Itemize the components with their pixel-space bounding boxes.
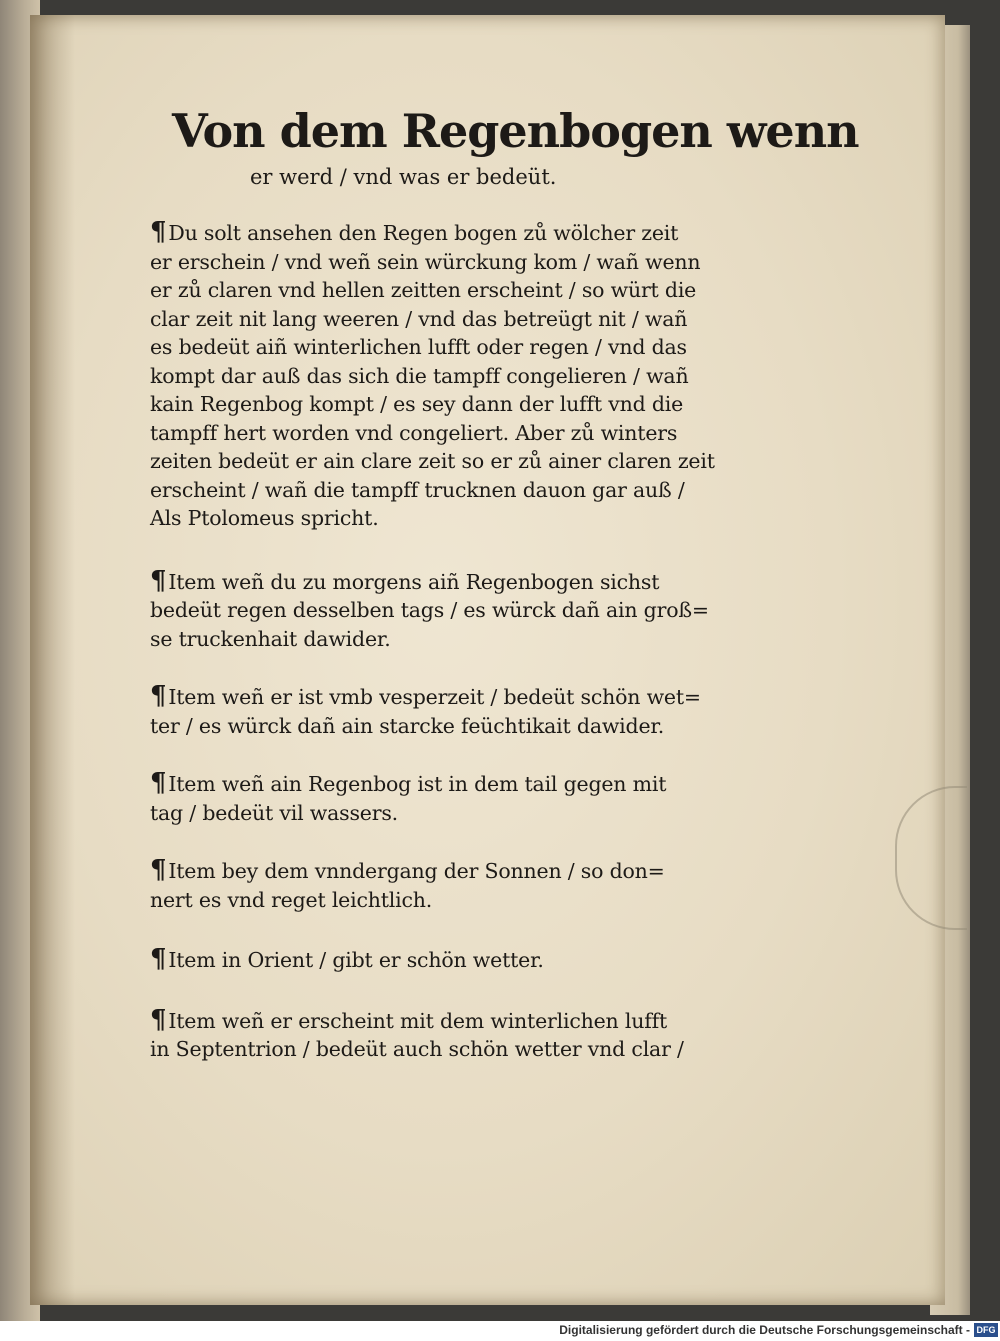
- line-text: zeiten bedeüt er ain clare zeit so er zů ainer claren zeit: [150, 449, 715, 473]
- line-text: clar zeit nit lang weeren / vnd das betreügt nit / wañ: [150, 306, 688, 331]
- line-text: bedeüt regen desselben tags / es würck dañ ain groß=: [150, 598, 709, 622]
- line-text: kompt dar auß das sich die tampff congelieren / wañ: [150, 363, 689, 388]
- line-text: nert es vnd reget leichtlich.: [150, 887, 433, 912]
- paragraph: [150, 218, 790, 533]
- line-text: kain Regenbog kompt / es sey dann der lufft vnd die: [150, 392, 684, 416]
- paragraph-mark: ¶: [150, 681, 167, 711]
- text-line: [150, 769, 790, 799]
- text-line: [150, 567, 790, 597]
- text-line: [150, 625, 790, 654]
- line-text: tag / bedeüt vil wassers.: [150, 800, 398, 825]
- page-text: [150, 100, 859, 1064]
- text-line: [150, 390, 790, 419]
- text-line: [150, 362, 790, 391]
- paragraph-mark: ¶: [150, 944, 167, 974]
- gutter-shadow: [30, 15, 75, 1305]
- line-text: se truckenhait dawider.: [150, 626, 391, 651]
- funding-credit: Digitalisierung gefördert durch die Deutsche Forschungsgemeinschaft -: [559, 1323, 970, 1337]
- text-line: [150, 447, 790, 476]
- paragraph: [150, 682, 790, 740]
- text-line: [150, 218, 790, 248]
- line-text: Item weñ er erscheint mit dem winterlichen lufft: [168, 1008, 668, 1033]
- paragraph: [150, 567, 790, 654]
- line-text: Item bey dem vnndergang der Sonnen / so don=: [168, 859, 665, 883]
- line-text: Als Ptolomeus spricht.: [150, 506, 379, 530]
- text-line: [150, 333, 790, 362]
- text-line: [150, 945, 790, 975]
- line-text: in Septentrion / bedeüt auch schön wetter vnd clar /: [150, 1037, 684, 1061]
- paragraph-mark: ¶: [150, 565, 167, 596]
- line-text: Item weñ er ist vmb vesperzeit / bedeüt schön wet=: [168, 685, 701, 709]
- paragraph: [150, 945, 790, 975]
- text-line: [150, 682, 790, 712]
- text-line: [150, 305, 790, 334]
- text-line: [150, 856, 790, 886]
- line-text: er erschein / vnd weñ sein würckung kom / wañ wenn: [150, 249, 701, 274]
- dfg-logo: DFG: [974, 1323, 998, 1337]
- text-line: [150, 1006, 790, 1036]
- text-line: [150, 248, 790, 277]
- text-line: [150, 276, 790, 305]
- line-text: Du solt ansehen den Regen bogen zů wölcher zeit: [168, 221, 679, 245]
- text-line: [150, 504, 790, 533]
- paragraph-list: [150, 218, 790, 1064]
- footer-bar: [0, 1321, 1000, 1341]
- text-line: [150, 596, 790, 625]
- line-text: erscheint / wañ die tampff trucknen dauon gar auß /: [150, 477, 685, 502]
- text-line: [150, 886, 790, 915]
- line-text: es bedeüt aiñ winterlichen lufft oder regen / vnd das: [150, 335, 687, 359]
- text-line: [150, 799, 790, 828]
- paragraph-mark: ¶: [150, 217, 167, 247]
- text-line: [150, 476, 790, 505]
- paragraph: [150, 856, 790, 914]
- chapter-subtitle: er werd / vnd was er bedeüt.: [250, 165, 557, 189]
- text-line: [150, 1035, 790, 1064]
- line-text: tampff hert worden vnd congeliert. Aber zů winters: [150, 420, 678, 445]
- paragraph-mark: ¶: [150, 1004, 167, 1035]
- line-text: ter / es würck dañ ain starcke feüchtikait dawider.: [150, 713, 665, 738]
- line-text: Item in Orient / gibt er schön wetter.: [168, 948, 544, 972]
- text-line: [150, 712, 790, 741]
- paragraph-mark: ¶: [150, 855, 167, 885]
- paragraph-mark: ¶: [150, 768, 167, 798]
- line-text: Item weñ ain Regenbog ist in dem tail gegen mit: [168, 772, 667, 796]
- text-line: [150, 419, 790, 448]
- line-text: Item weñ du zu morgens aiñ Regenbogen sichst: [168, 569, 660, 594]
- chapter-title: Von dem Regenbogen wenn: [172, 104, 859, 158]
- paragraph: [150, 769, 790, 827]
- paragraph: [150, 1006, 790, 1064]
- line-text: er zů claren vnd hellen zeitten erscheint / so würt die: [150, 278, 697, 302]
